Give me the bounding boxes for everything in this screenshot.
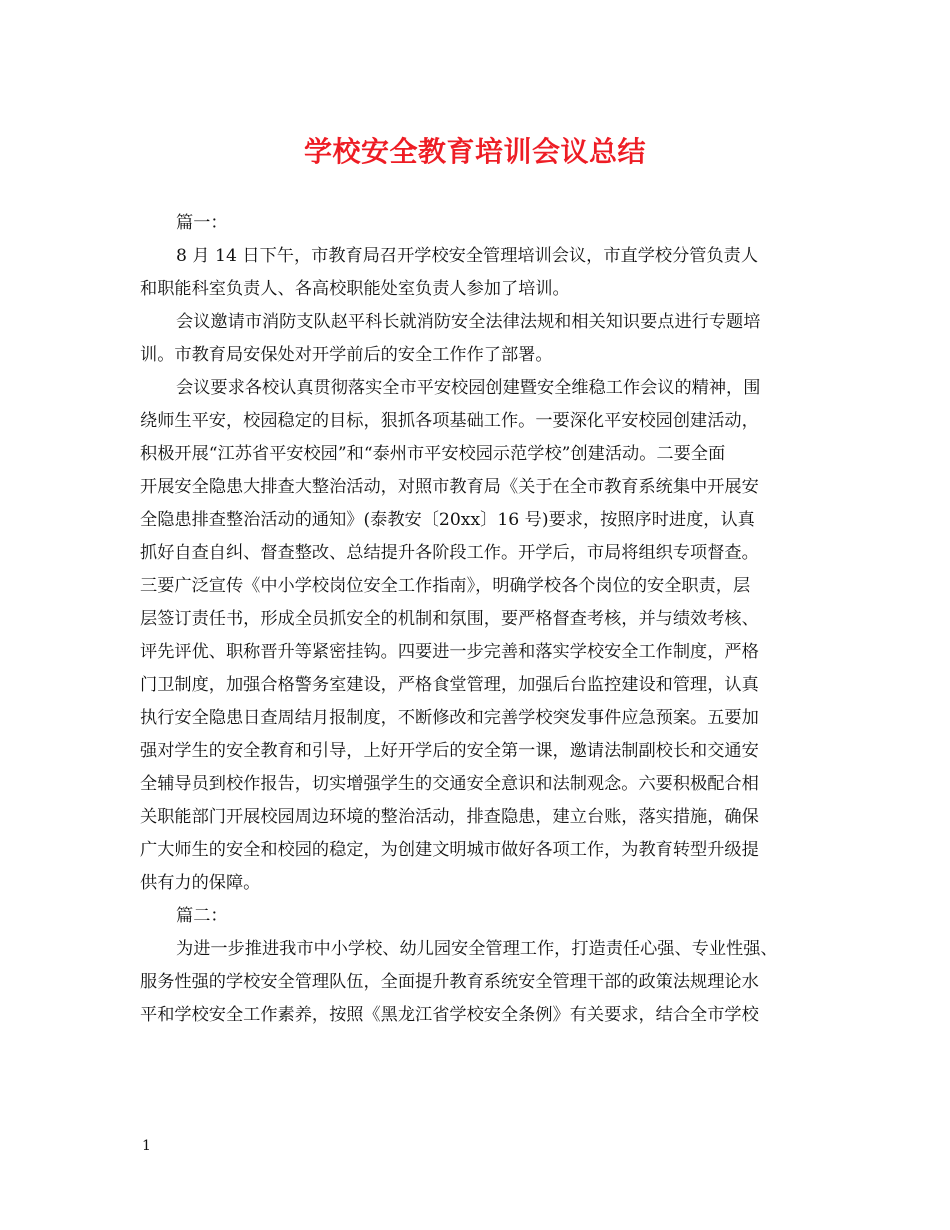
- document-body: [140, 207, 830, 1032]
- text-line: 篇二：: [176, 906, 228, 926]
- text-line: 关职能部门开展校园周边环境的整治活动，排查隐患，建立台账，落实措施，确保: [140, 807, 759, 827]
- text-line: 训。市教育局安保处对开学前后的安全工作作了部署。: [140, 345, 553, 365]
- text-line: 服务性强的学校安全管理队伍，全面提升教育系统安全管理干部的政策法规理论水: [140, 972, 759, 992]
- text-line: 三要广泛宣传《中小学校岗位安全工作指南》，明确学校各个岗位的安全职责，层: [140, 576, 751, 596]
- text-line: 积极开展“江苏省平安校园”和“泰州市平安校园示范学校”创建活动。二要全面: [140, 444, 726, 464]
- text-line: 强对学生的安全教育和引导，上好开学后的安全第一课，邀请法制副校长和交通安: [140, 741, 759, 761]
- page-number: 1: [142, 1138, 151, 1154]
- text-line: 篇一：: [176, 213, 228, 233]
- text-line: 广大师生的安全和校园的稳定，为创建文明城市做好各项工作，为教育转型升级提: [140, 840, 759, 860]
- text-line: 会议要求各校认真贯彻落实全市平安校园创建暨安全维稳工作会议的精神，围: [176, 378, 761, 398]
- text-line: 门卫制度，加强合格警务室建设，严格食堂管理，加强后台监控建设和管理，认真: [140, 675, 759, 695]
- text-line: 平和学校安全工作素养，按照《黑龙江省学校安全条例》有关要求，结合全市学校: [140, 1005, 759, 1025]
- text-line: 全隐患排查整治活动的通知》(泰教安〔20xx〕16 号)要求，按照序时进度，认真: [140, 510, 755, 530]
- text-line: 和职能科室负责人、各高校职能处室负责人参加了培训。: [140, 279, 570, 299]
- text-line: 会议邀请市消防支队赵平科长就消防安全法律法规和相关知识要点进行专题培: [176, 312, 761, 332]
- text-line: 8 月 14 日下午，市教育局召开学校安全管理培训会议，市直学校分管负责人: [176, 246, 759, 266]
- text-line: 供有力的保障。: [140, 873, 261, 893]
- text-line: 层签订责任书，形成全员抓安全的机制和氛围，要严格督查考核，并与绩效考核、: [140, 609, 759, 629]
- document-title: 学校安全教育培训会议总结: [303, 135, 646, 168]
- text-line: 抓好自查自纠、督查整改、总结提升各阶段工作。开学后，市局将组织专项督查。: [140, 543, 759, 563]
- text-line: 全辅导员到校作报告，切实增强学生的交通安全意识和法制观念。六要积极配合相: [140, 774, 759, 794]
- text-line: 开展安全隐患大排查大整治活动，对照市教育局《关于在全市教育系统集中开展安: [140, 477, 759, 497]
- text-line: 绕师生平安，校园稳定的目标，狠抓各项基础工作。一要深化平安校园创建活动，: [140, 411, 759, 431]
- text-line: 执行安全隐患日查周结月报制度，不断修改和完善学校突发事件应急预案。五要加: [140, 708, 759, 728]
- text-line: 评先评优、职称晋升等紧密挂钩。四要进一步完善和落实学校安全工作制度，严格: [140, 642, 759, 662]
- text-line: 为进一步推进我市中小学校、幼儿园安全管理工作，打造责任心强、专业性强、: [176, 939, 778, 959]
